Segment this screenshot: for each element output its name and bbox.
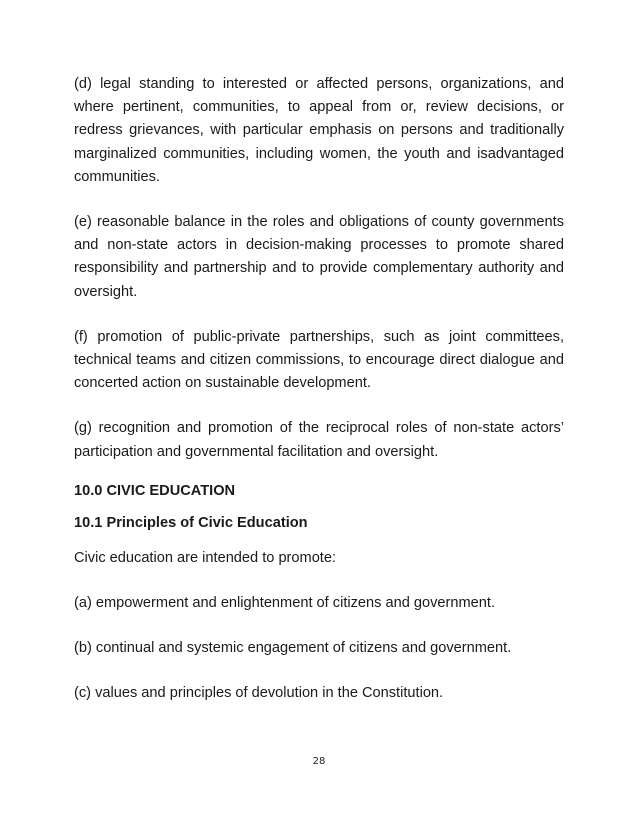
page-number: 28	[312, 756, 326, 767]
list-item-c: (c) values and principles of devolution in the Constitution.	[74, 684, 444, 701]
subsection-heading: 10.1 Principles of Civic Education	[74, 514, 308, 531]
paragraph-d: (d) legal standing to interested or affected persons, organizations, and where pertinent, communities, to appeal from or, review decisions, or redress grievances, with particular emphasis on persons and traditionally marginalized communities, including women, the youth and isadvantaged communities.	[74, 76, 564, 185]
paragraph-f: (f) promotion of public-private partnerships, such as joint committees, technical teams and citizen commissions, to encourage direct dialogue and concerted action on sustainable development.	[74, 328, 564, 392]
intro-text: Civic education are intended to promote:	[74, 549, 337, 566]
paragraph-g: (g) recognition and promotion of the reciprocal roles of non-state actors’ participation and governmental facilitation and oversight.	[74, 420, 564, 460]
section-heading: 10.0 CIVIC EDUCATION	[74, 482, 236, 499]
list-item-a: (a) empowerment and enlightenment of citizens and government.	[74, 594, 496, 611]
list-item-b: (b) continual and systemic engagement of citizens and government.	[74, 639, 512, 656]
page-body	[74, 73, 564, 727]
paragraph-e: (e) reasonable balance in the roles and obligations of county governments and non-state actors in decision-making processes to promote shared responsibility and partnership and to provide complementary authority and oversight.	[74, 214, 564, 300]
